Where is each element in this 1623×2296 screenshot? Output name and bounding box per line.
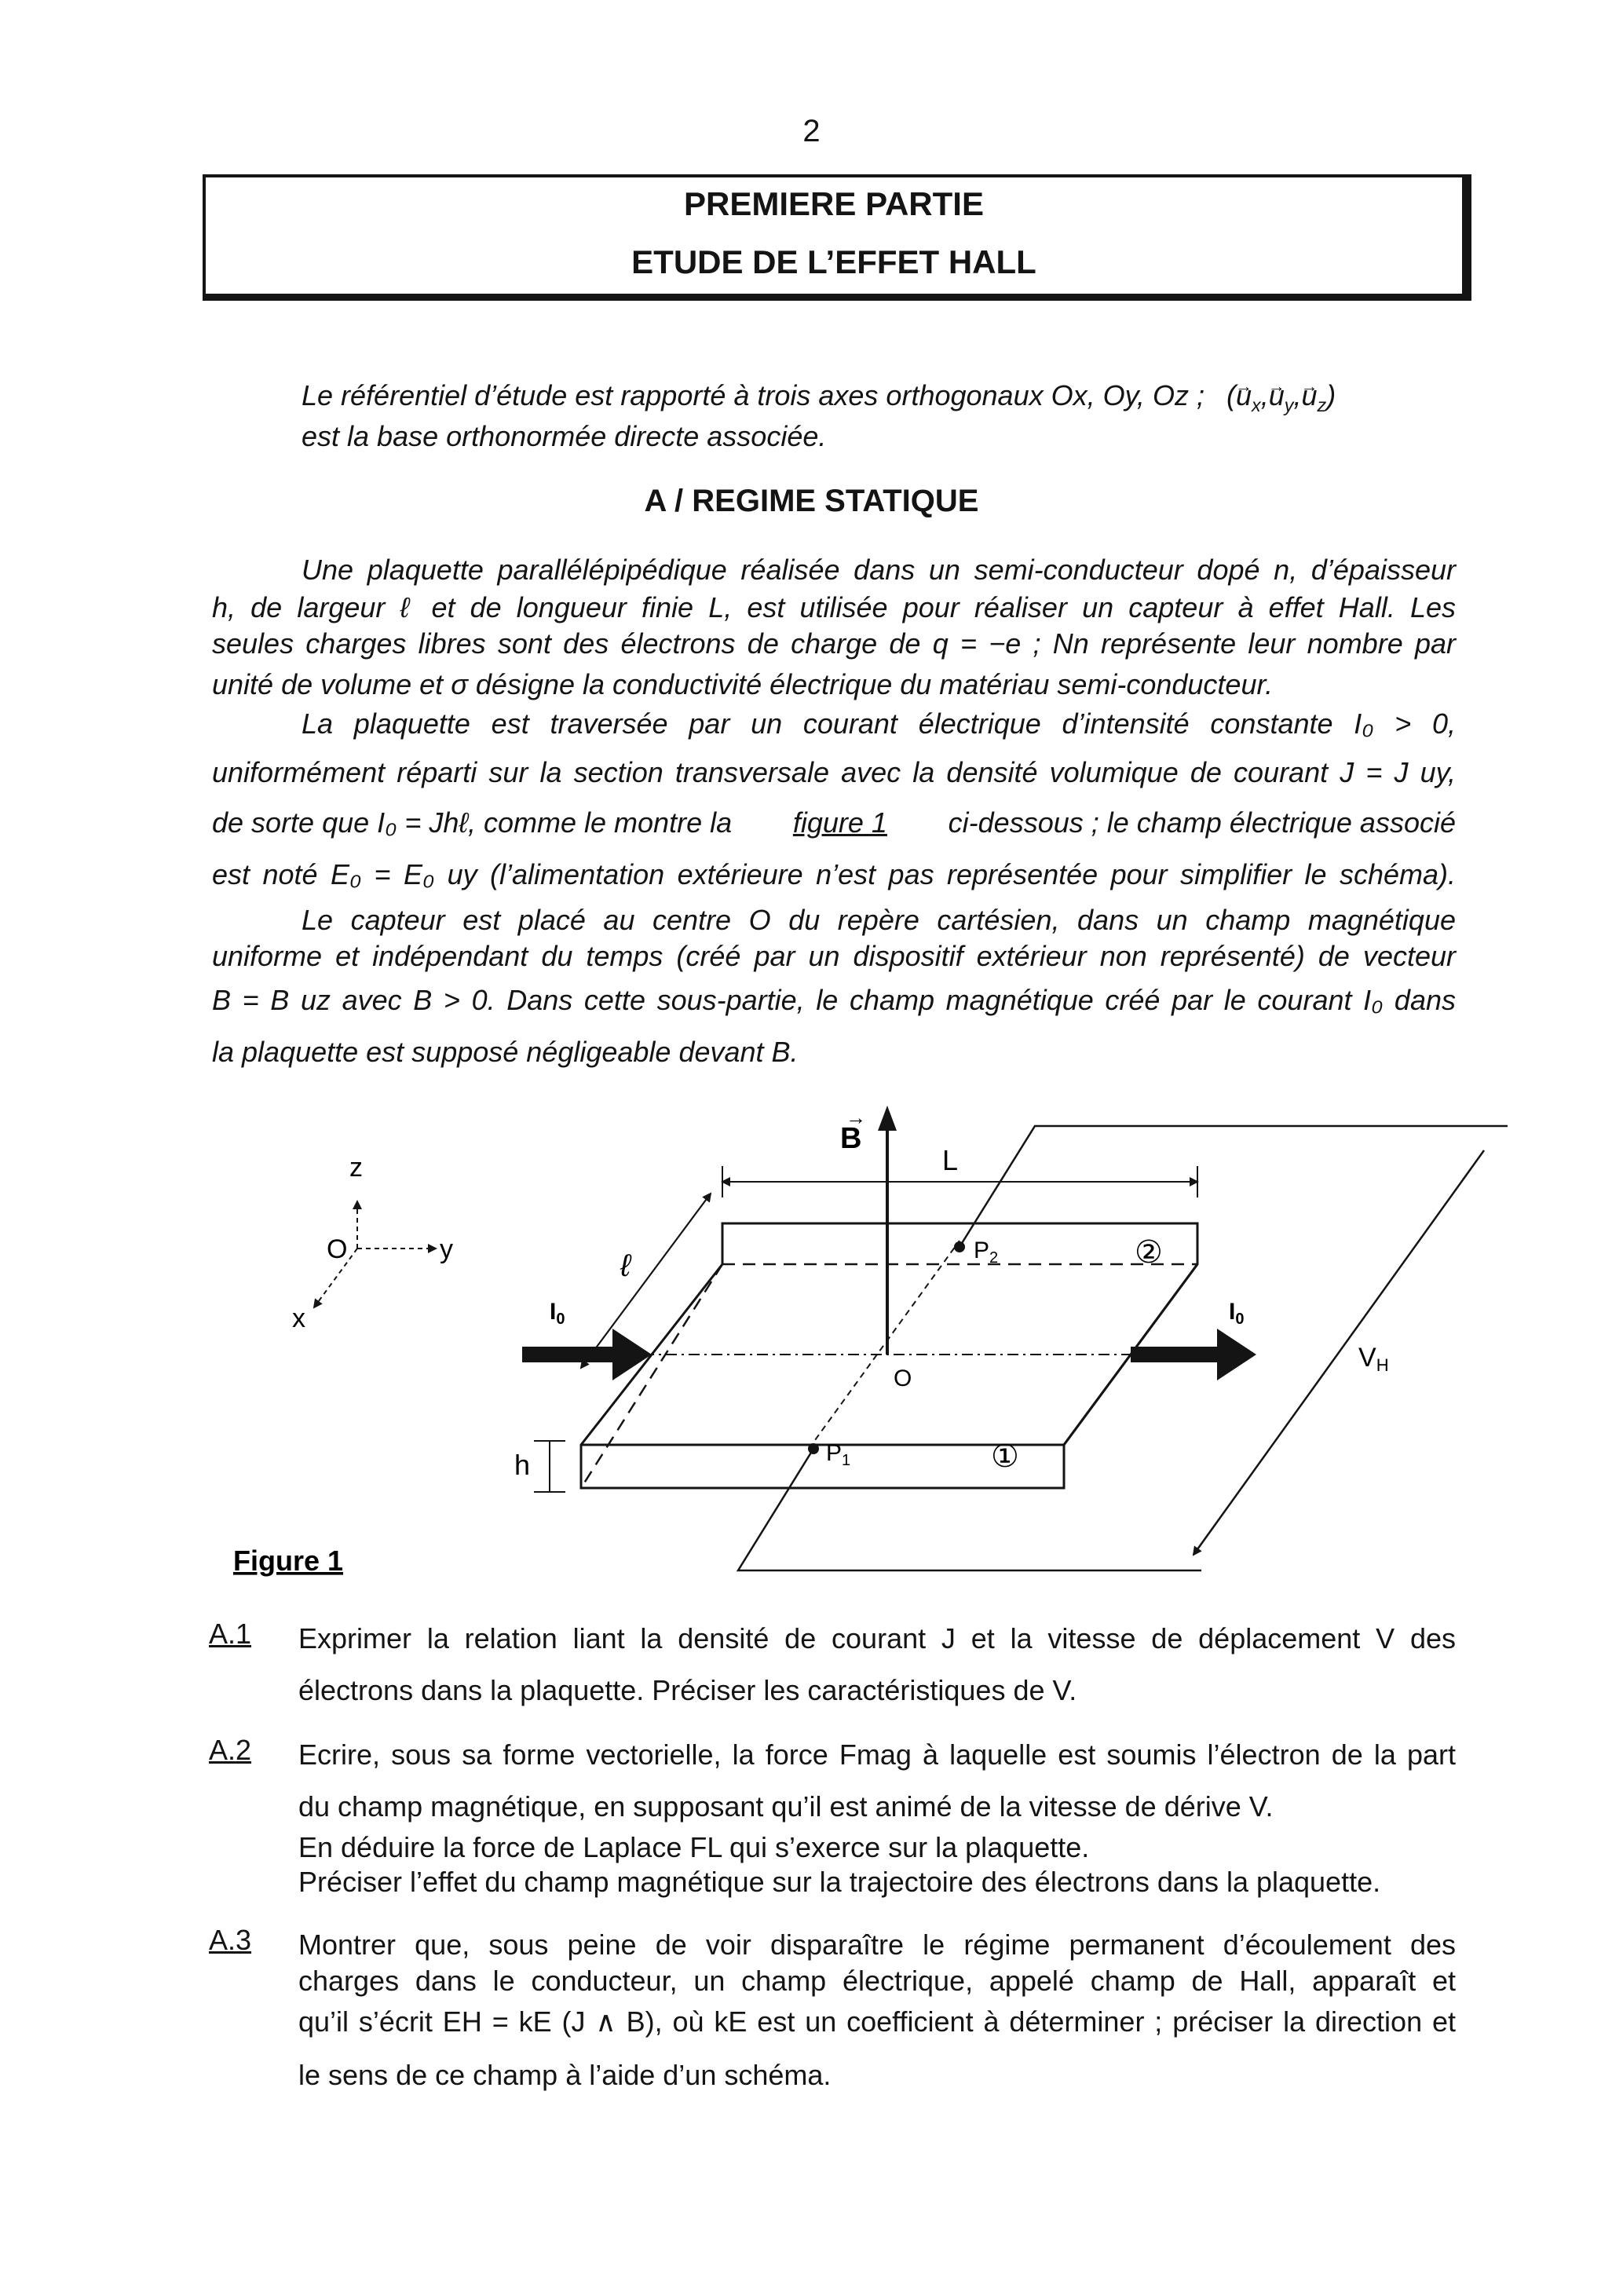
- face-2-label: ②: [1135, 1235, 1163, 1270]
- p2-line4: est noté E₀ = E₀ uy (l’alimentation extérieure n’est pas représentée pour simplifier le schéma).: [212, 858, 1456, 890]
- p1-line2: h, de largeur ℓ et de longueur finie L, est utilisée pour réaliser un capteur à effet Hall. Les: [212, 591, 1456, 623]
- part-title: PREMIERE PARTIE: [684, 185, 984, 222]
- figure-1-link[interactable]: figure 1: [792, 806, 887, 839]
- p3-line4: la plaquette est supposé négligeable devant B.: [212, 1036, 799, 1068]
- axis-origin-label: O: [327, 1234, 348, 1264]
- intro-tail: est la base orthonormée directe associée.: [302, 420, 827, 452]
- vh-label: VH: [1358, 1343, 1389, 1375]
- p1-line1: Une plaquette parallélépipédique réalisée dans un semi-conducteur dopé n, d’épaisseur: [302, 554, 1456, 586]
- q2-line4: Préciser l’effet du champ magnétique sur la trajectoire des électrons dans la plaquette.: [298, 1866, 1381, 1898]
- q1-number: A.1: [209, 1618, 252, 1650]
- figure-caption: Figure 1: [233, 1545, 344, 1577]
- vh-wire-bottom: [738, 1449, 1201, 1570]
- p2-line2: uniformément réparti sur la section transversale avec la densité volumique de courant J = J uy,: [212, 756, 1456, 788]
- q3-line3: qu’il s’écrit EH = kE (J ∧ B), où kE est un coefficient à déterminer ; préciser la direction et: [298, 2005, 1456, 2038]
- p2-label: $P_2$: [974, 1238, 999, 1267]
- i0-out-label: $I_0$: [1229, 1299, 1245, 1328]
- i0-in-label: $I_0$: [550, 1299, 565, 1328]
- section-a-title: A / REGIME STATIQUE: [644, 484, 979, 518]
- b-label: B: [840, 1122, 862, 1155]
- figure-1: [0, 1084, 1623, 1586]
- face-1-label: ①: [991, 1439, 1019, 1474]
- p2-line3: [212, 804, 1456, 842]
- q2-line3: En déduire la force de Laplace FL qui s’exerce sur la plaquette.: [298, 1831, 1090, 1863]
- current-out-arrow: [1131, 1329, 1256, 1380]
- q3-line2: charges dans le conducteur, un champ électrique, appelé champ de Hall, apparaît et: [298, 1965, 1456, 1997]
- hall-voltage-circuit: [738, 1126, 1508, 1570]
- part-subtitle: ETUDE DE L’EFFET HALL: [631, 243, 1036, 280]
- q3-number: A.3: [209, 1924, 252, 1956]
- b-vector-arrow: →: [846, 1106, 866, 1129]
- slab-hidden-left-edge: [581, 1264, 722, 1488]
- h-label: h: [514, 1449, 531, 1481]
- axes-frame: [292, 1153, 453, 1333]
- l-label: L: [942, 1144, 959, 1176]
- p2-line3-a: de sorte que I₀ = Jhℓ, comme le montre la: [212, 806, 733, 839]
- intro-text: Le référentiel d’étude est rapporté à trois axes orthogonaux Ox, Oy, Oz ;: [302, 379, 1204, 411]
- page-number: 2: [802, 114, 821, 148]
- q3-line4: le sens de ce champ à l’aide d’un schéma.: [298, 2059, 832, 2091]
- q2-number: A.2: [209, 1734, 252, 1766]
- current-in-arrow: [522, 1329, 652, 1380]
- q2-line1: Ecrire, sous sa forme vectorielle, la force Fmag à laquelle est soumis l’électron de la part: [298, 1738, 1456, 1771]
- axis-z-label: z: [349, 1153, 363, 1183]
- p3-line3: B = B uz avec B > 0. Dans cette sous-partie, le champ magnétique créé par le courant I₀ dans: [212, 984, 1456, 1016]
- p3-line1: Le capteur est placé au centre O du repère cartésien, dans un champ magnétique: [302, 904, 1456, 936]
- center-o-label: O: [894, 1366, 912, 1391]
- q3-line1: Montrer que, sous peine de voir disparaître le régime permanent d’écoulement des: [298, 1929, 1456, 1961]
- axis-x-label: x: [292, 1303, 305, 1333]
- ell-label: ℓ: [620, 1249, 631, 1283]
- p1-line4: unité de volume et σ désigne la conductivité électrique du matériau semi-conducteur.: [212, 668, 1274, 700]
- q1-line1: Exprimer la relation liant la densité de courant J et la vitesse de déplacement V des: [298, 1622, 1456, 1654]
- p1-line3: seules charges libres sont des électrons de charge de q = −e ; Nn représente leur nombre par: [212, 627, 1456, 660]
- p1-p2-line: [809, 1241, 960, 1449]
- title-box: [203, 174, 1471, 301]
- slab: [581, 1223, 1197, 1488]
- p3-line2: uniforme et indépendant du temps (créé par un dispositif extérieur non représenté) de vecteur: [212, 940, 1456, 972]
- ell-dimension-back: [581, 1194, 711, 1368]
- axis-y-label: y: [440, 1234, 453, 1264]
- q1-line2: électrons dans la plaquette. Préciser les caractéristiques de V.: [298, 1674, 1077, 1706]
- q2-line2: du champ magnétique, en supposant qu’il est animé de la vitesse de dérive V.: [298, 1790, 1274, 1823]
- basis-vectors: (→ $u_x,\to u_y,\to u_z$): [1226, 379, 1336, 411]
- slab-outline: [581, 1223, 1197, 1488]
- p2-line1: La plaquette est traversée par un courant électrique d’intensité constante I₀ > 0,: [302, 707, 1456, 740]
- vh-wire-top: [960, 1126, 1508, 1247]
- p2-line3-b: ci-dessous ; le champ électrique associé: [948, 806, 1456, 839]
- b-vector-head: [878, 1106, 897, 1131]
- p1-label: $P_1$: [826, 1440, 851, 1469]
